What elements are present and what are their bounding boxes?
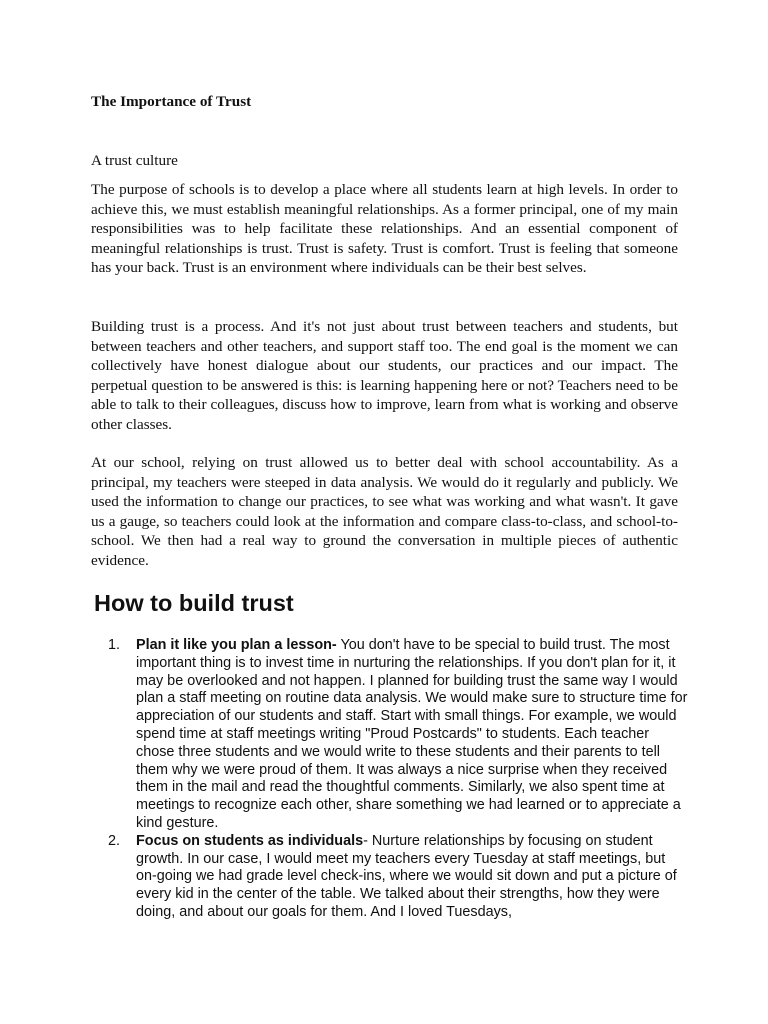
list-item-body: [136, 833, 688, 922]
list-item-text: You don't have to be special to build trust. The most important thing is to invest time in nurturing the relationships. If you don't plan for it, it may be overlooked and not happen. I planned for building trust the same way I would plan a staff meeting on routine data analysis. We would make sure to structure time for appreciation of our students and staff. Start with small things. For example, we would spend time at staff meetings writing "Proud Postcards" to students. Each teacher chose three students and we would write to these students and their parents to tell them why we were proud of them. It was always a nice surprise when they received them in the mail and read the thoughtful comments. Similarly, we also spent time at meetings to recognize each other, share something we had learned or to appreciate a kind gesture.: [136, 637, 688, 831]
document-title: The Importance of Trust: [91, 93, 252, 110]
paragraph-building-trust: Building trust is a process. And it's not just about trust between teachers and students, but between teachers and other teachers, and support staff too. The end goal is the moment we can collectively have honest dialogue about our students, our practices and our impact. The perpetual question to be answered is this: is learning happening here or not? Teachers need to be able to talk to their colleagues, discuss how to improve, learn from what is working and observe other classes.: [91, 318, 678, 433]
trust-steps-list: [108, 637, 688, 922]
paragraph-trust-culture: The purpose of schools is to develop a place where all students learn at high levels. In order to achieve this, we must establish meaningful relationships. As a former principal, one of my main responsibilities was to help facilitate these relationships. And an essential component of meaningful relationships is trust. Trust is safety. Trust is comfort. Trust is feeling that someone has your back. Trust is an environment where individuals can be their best selves.: [91, 181, 678, 277]
list-item-lead: Plan it like you plan a lesson-: [136, 637, 337, 653]
list-item-lead: Focus on students as individuals: [136, 832, 364, 849]
section-heading: How to build trust: [94, 590, 294, 616]
paragraph-accountability: At our school, relying on trust allowed us to better deal with school accountability. As a principal, my teachers were steeped in data analysis. We would do it regularly and publicly. We used the information to change our practices, to see what was working and what wasn't. It gave us a gauge, so teachers could look at the information and compare class-to-class, and school-to-school. We then had a real way to ground the conversation in multiple pieces of authentic evidence.: [91, 454, 678, 569]
list-item-body: [136, 637, 688, 833]
list-item-number: 1.: [108, 637, 121, 653]
section-subheading: A trust culture: [91, 152, 178, 169]
list-item: [108, 637, 688, 833]
list-item-text: - Nurture relationships by focusing on student growth. In our case, I would meet my teachers every Tuesday at staff meetings, but on-going we had grade level check-ins, where we would sit down and put a picture of every kid in the center of the table. We talked about their strengths, how they were doing, and about our goals for them. And I loved Tuesdays,: [136, 832, 677, 920]
list-item-number: 2.: [108, 832, 121, 849]
list-item: [108, 833, 688, 922]
